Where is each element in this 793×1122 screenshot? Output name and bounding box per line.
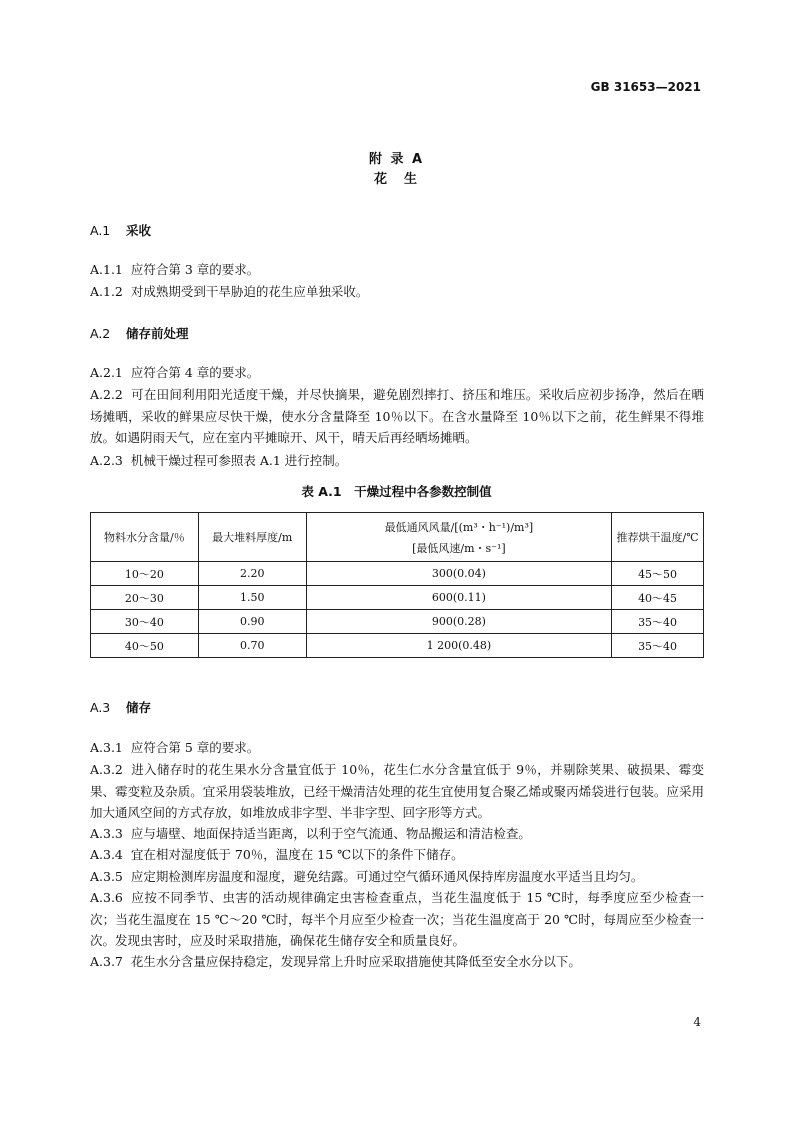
clause-number: A.3.1	[90, 740, 123, 755]
clause-text: 花生水分含量应保持稳定，发现异常上升时应采取措施使其降低至安全水分以下。	[130, 954, 581, 969]
table-cell: 20～30	[91, 586, 199, 610]
section-title: 储存	[126, 700, 152, 715]
clause-text: 宜在相对湿度低于 70％，温度在 15 ℃以下的条件下储存。	[130, 847, 464, 862]
clause-text: 进入储存时的花生果水分含量宜低于 10％，花生仁水分含量宜低于 9％，并剔除荚果、破损果、霉变果、霉变粒及杂质。宜采用袋装堆放，已经干燥清洁处理的花生宜使用复合聚乙烯或聚丙烯袋进行包装。应采用加大通风空间的方式存放，如堆放成非字型、半非字型、回字形等方式。	[90, 762, 704, 820]
section-number: A.2	[90, 326, 111, 341]
table-row	[91, 610, 704, 634]
section-heading-a3	[90, 698, 151, 716]
clause-number: A.3.7	[90, 954, 123, 969]
clause-a2-3	[90, 450, 704, 472]
header-moisture: 物料水分含量/％	[91, 513, 199, 562]
table-cell: 0.90	[198, 610, 306, 634]
clause-text: 应符合第 3 章的要求。	[130, 262, 260, 277]
table-cell: 0.70	[198, 634, 306, 658]
clause-number: A.3.3	[90, 826, 123, 841]
table-row	[91, 586, 704, 610]
clause-number: A.3.4	[90, 847, 123, 862]
table-header-row	[91, 513, 704, 562]
header-min-airflow	[306, 513, 611, 562]
header-airflow-line1: 最低通风风量/[(m³・h⁻¹)/m³]	[384, 520, 534, 534]
table-cell: 40～45	[612, 586, 704, 610]
clause-text: 应定期检测库房温度和湿度，避免结露。可通过空气循环通风保持库房温度水平适当且均匀。	[130, 869, 644, 884]
clause-a3-7	[90, 951, 704, 973]
clause-number: A.2.3	[90, 453, 123, 468]
clause-number: A.1.2	[90, 284, 123, 299]
clause-number: A.3.2	[90, 762, 123, 777]
clause-text: 应按不同季节、虫害的活动规律确定虫害检查重点，当花生温度低于 15 ℃时，每季度应至少检查一次；当花生温度在 15 ℃～20 ℃时，每半个月应至少检查一次；当花生温度高于 20 ℃时，每周应至少检查一次。发现虫害时，应及时采取措施，确保花生储存安全和质量良好。	[90, 890, 704, 948]
table-cell: 300(0.04)	[306, 562, 611, 586]
clause-text: 应与墙壁、地面保持适当距离，以利于空气流通、物品搬运和清洁检查。	[130, 826, 531, 841]
appendix-title: 附 录 A	[368, 152, 425, 167]
table-cell: 30～40	[91, 610, 199, 634]
header-drying-temp: 推荐烘干温度/℃	[612, 513, 704, 562]
section-heading-a2	[90, 324, 189, 342]
clause-number: A.1.1	[90, 262, 123, 277]
header-airflow-line2: [最低风速/m・s⁻¹]	[412, 541, 506, 555]
clause-text: 机械干燥过程可参照表 A.1 进行控制。	[130, 453, 348, 468]
clause-number: A.2.2	[90, 387, 123, 402]
standard-code: GB 31653—2021	[590, 80, 701, 94]
table-cell: 45～50	[612, 562, 704, 586]
clause-a2-2	[90, 384, 704, 449]
header-max-thickness: 最大堆料厚度/m	[198, 513, 306, 562]
clause-a3-1	[90, 737, 704, 759]
table-caption: 表 A.1 干燥过程中各参数控制值	[301, 484, 492, 499]
clause-a3-4	[90, 844, 704, 866]
section-heading-a1	[90, 221, 151, 239]
appendix-subtitle: 花 生	[373, 172, 419, 187]
table-cell: 2.20	[198, 562, 306, 586]
section-number: A.3	[90, 700, 111, 715]
drying-parameters-table	[90, 512, 704, 658]
clause-a2-1	[90, 362, 704, 384]
section-title: 采收	[126, 223, 152, 238]
table-cell: 1.50	[198, 586, 306, 610]
clause-text: 对成熟期受到干旱胁迫的花生应单独采收。	[130, 284, 369, 299]
clause-text: 可在田间利用阳光适度干燥，并尽快摘果，避免剧烈摔打、挤压和堆压。采收后应初步扬净，然后在晒场摊晒，采收的鲜果应尽快干燥，使水分含量降至 10％以下。在含水量降至 10％以下之前，花生鲜果不得堆放。如遇阴雨天气，应在室内平摊晾开、风干，晴天后再经晒场摊晒。	[90, 387, 704, 445]
clause-a3-5	[90, 866, 704, 888]
table-cell: 900(0.28)	[306, 610, 611, 634]
table-cell: 35～40	[612, 634, 704, 658]
table-cell: 35～40	[612, 610, 704, 634]
table-row	[91, 562, 704, 586]
section-number: A.1	[90, 223, 111, 238]
clause-text: 应符合第 5 章的要求。	[130, 740, 260, 755]
clause-text: 应符合第 4 章的要求。	[130, 365, 260, 380]
table-cell: 40～50	[91, 634, 199, 658]
page-number: 4	[693, 1015, 701, 1029]
clause-number: A.2.1	[90, 365, 123, 380]
section-title: 储存前处理	[126, 326, 189, 341]
clause-number: A.3.6	[90, 890, 123, 905]
table-cell: 10～20	[91, 562, 199, 586]
clause-a3-3	[90, 823, 704, 845]
clause-a3-2	[90, 759, 704, 824]
clause-a1-2	[90, 281, 704, 303]
table-row	[91, 634, 704, 658]
clause-a1-1	[90, 259, 704, 281]
clause-a3-6	[90, 887, 704, 952]
table-cell: 600(0.11)	[306, 586, 611, 610]
clause-number: A.3.5	[90, 869, 123, 884]
table-cell: 1 200(0.48)	[306, 634, 611, 658]
